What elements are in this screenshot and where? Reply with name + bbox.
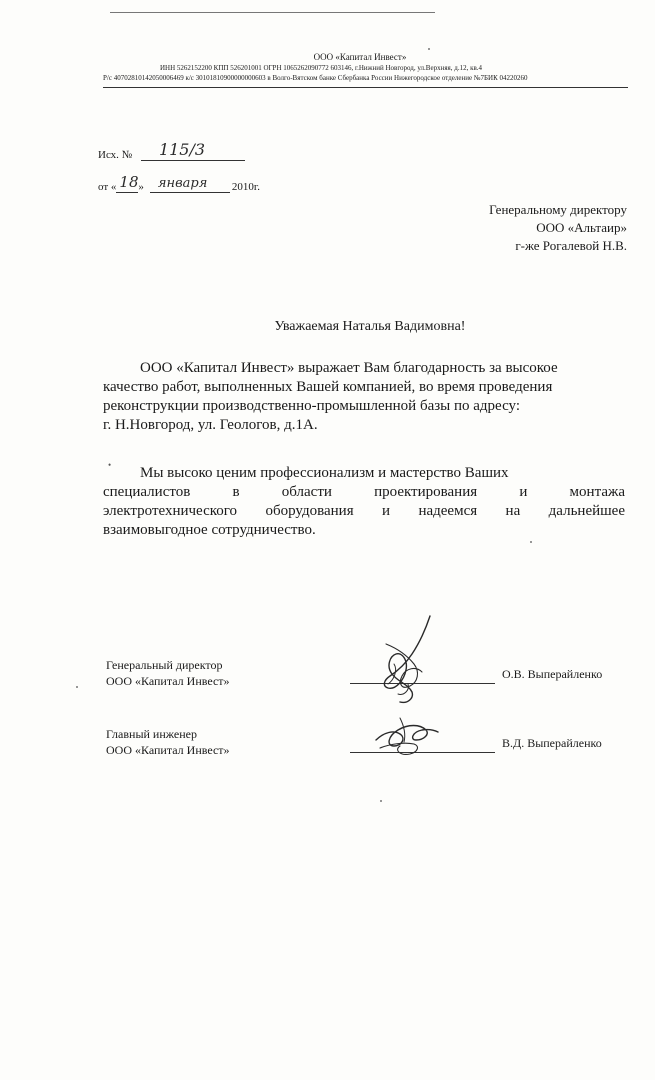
signer-title: Главный инженер [106, 727, 197, 741]
letterhead-rule [103, 87, 628, 88]
date-year: 2010г. [231, 181, 260, 193]
signature-block-director [106, 657, 230, 689]
scan-speck [76, 686, 78, 688]
scan-speck [530, 541, 532, 543]
addressee-line-1: Генеральному директору [489, 202, 627, 217]
outgoing-number-value: 115/3 [158, 140, 206, 159]
addressee-block [489, 201, 627, 255]
body-p2-line-3: электротехнического оборудования и надеемся на дальнейшее [103, 503, 625, 519]
date-day-close: » [138, 181, 144, 193]
scan-speck: • [108, 460, 112, 470]
scan-speck [428, 48, 430, 50]
body-p2-line-2: специалистов в области проектирования и монтажа [103, 484, 625, 500]
handwritten-signature [368, 614, 443, 709]
body-paragraph-1 [103, 359, 625, 435]
letterhead-requisites: ИНН 5262152200 КПП 526201001 ОГРН 1065262090772 603146, г.Нижний Новгород, ул.Верхняя, д.12, кв.4 [160, 64, 483, 72]
body-p2-line-4: взаимовыгодное сотрудничество. [103, 522, 316, 538]
body-p1-line-4: г. Н.Новгород, ул. Геологов, д.1А. [103, 417, 318, 433]
addressee-line-2: ООО «Альтаир» [536, 220, 627, 235]
signer-org: ООО «Капитал Инвест» [106, 674, 230, 688]
date-from-label: от « [98, 181, 117, 193]
scan-speck [380, 800, 382, 802]
outgoing-number-label: Исх. № [98, 149, 133, 161]
letterhead-company: ООО «Капитал Инвест» [313, 52, 407, 62]
date-month-value: января [157, 176, 208, 191]
letterhead-bank: Р/с 40702810142050006469 к/с 30101810900000000603 в Волго-Вятском банке Сбербанка России Нижегородское отделение №7БИК 04220260 [103, 74, 528, 82]
date-month-field [150, 178, 230, 193]
date-row [98, 173, 260, 193]
body-p1-line-1: ООО «Капитал Инвест» выражает Вам благодарность за высокое [140, 360, 558, 376]
body-p2-line-1: Мы высоко ценим профессионализм и мастерство Ваших [140, 465, 509, 481]
handwritten-signature [370, 712, 442, 760]
top-rule [110, 12, 435, 13]
signer-name: О.В. Выперайленко [502, 667, 603, 681]
addressee-line-3: г-же Рогалевой Н.В. [515, 238, 627, 253]
body-p1-line-3: реконструкции производственно-промышленной базы по адресу: [103, 398, 521, 414]
outgoing-number-field [141, 140, 245, 161]
date-day-field [116, 173, 139, 193]
body-paragraph-2 [103, 464, 625, 540]
salutation: Уважаемая Наталья Вадимовна! [274, 319, 466, 334]
body-p1-line-2: качество работ, выполненных Вашей компанией, во время проведения [103, 379, 553, 395]
outgoing-number-row [98, 140, 245, 161]
signer-title: Генеральный директор [106, 658, 223, 672]
signer-org: ООО «Капитал Инвест» [106, 743, 230, 757]
date-day-value: 18 [119, 173, 139, 191]
signature-block-engineer [106, 726, 230, 758]
signer-name: В.Д. Выперайленко [502, 736, 602, 750]
